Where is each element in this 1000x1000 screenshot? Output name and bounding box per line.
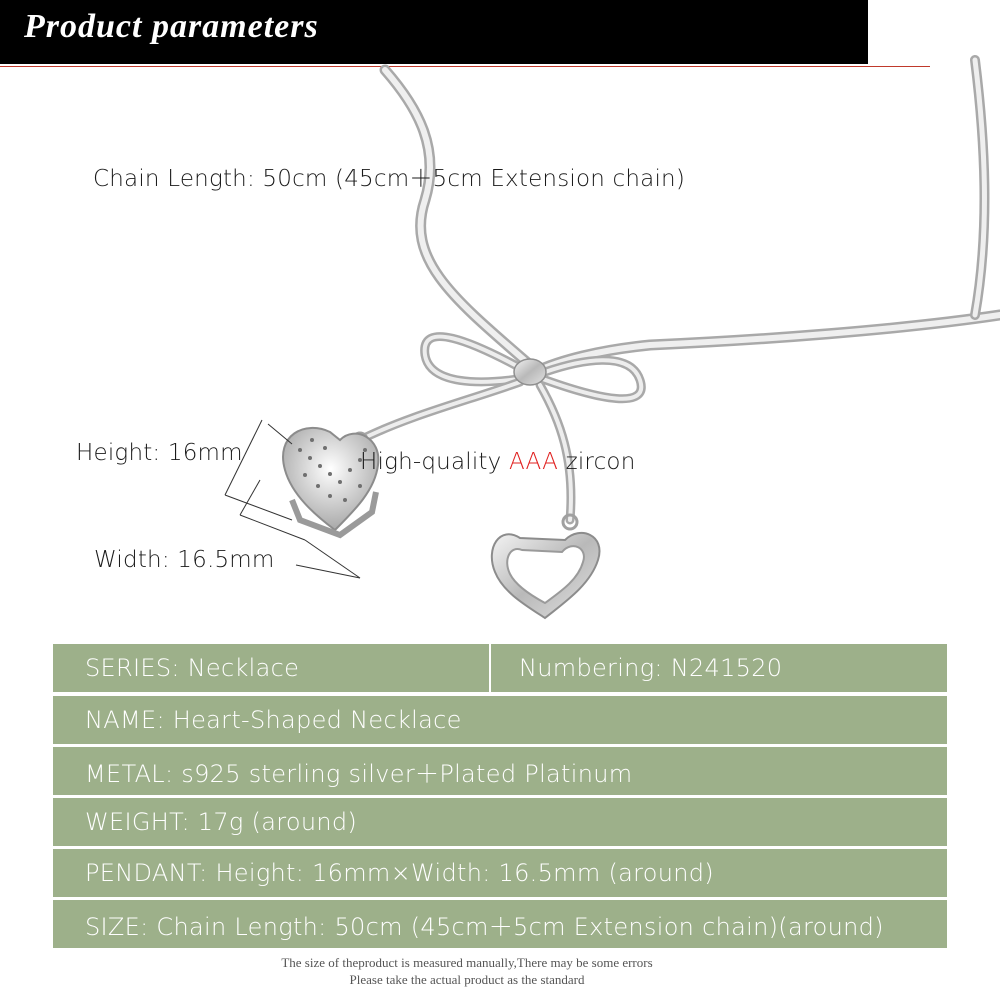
spec-numbering: Numbering: N241520 (519, 654, 783, 682)
spec-row-metal (53, 747, 947, 795)
spec-size: SIZE: Chain Length: 50cm (45cm＋5cm Extension chain)(around) (85, 912, 884, 941)
spec-cell-divider (489, 644, 491, 692)
spec-row-weight (53, 798, 947, 846)
footnote-measurement: The size of theproduct is measured manually,There may be some errors (281, 955, 653, 970)
spec-row-name (53, 696, 947, 744)
zircon-grade-highlight: AAA (508, 449, 559, 475)
chain-length-annotation: Chain Length: 50cm (45cm＋5cm Extension chain) (93, 166, 685, 192)
spec-name: NAME: Heart-Shaped Necklace (85, 706, 462, 734)
zircon-prefix: High-quality (360, 449, 509, 475)
height-annotation: Height: 16mm (76, 440, 243, 466)
width-annotation: Width: 16.5mm (94, 547, 275, 573)
spec-row-series (53, 644, 947, 692)
page-title: Product parameters (24, 8, 319, 45)
spec-series: SERIES: Necklace (85, 654, 300, 682)
spec-row-pendant (53, 849, 947, 897)
spec-weight: WEIGHT: 17g (around) (85, 808, 358, 836)
zircon-annotation (360, 449, 635, 475)
footnote-standard: Please take the actual product as the standard (349, 972, 585, 987)
spec-pendant: PENDANT: Height: 16mm×Width: 16.5mm (around) (85, 859, 714, 887)
spec-row-size (53, 900, 947, 948)
zircon-suffix: zircon (558, 449, 636, 475)
spec-metal: METAL: s925 sterling silver＋Plated Platinum (85, 759, 633, 788)
